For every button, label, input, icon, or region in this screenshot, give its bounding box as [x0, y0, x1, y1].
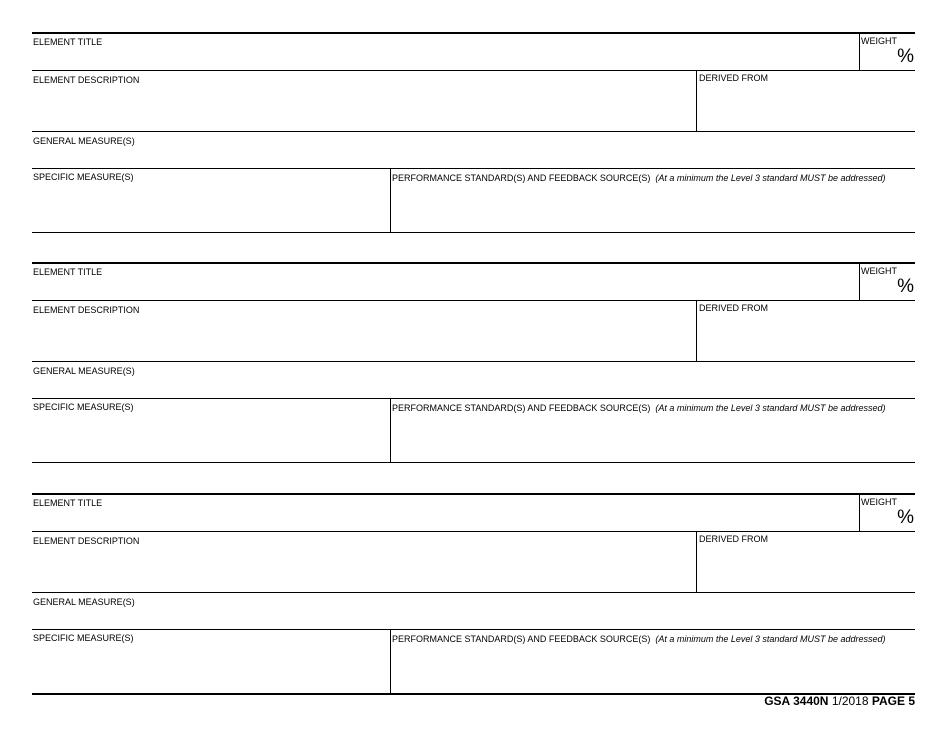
- element-title-field[interactable]: [32, 34, 858, 70]
- general-measures-label: GENERAL MEASURE(S): [33, 597, 135, 607]
- general-measures-label: GENERAL MEASURE(S): [33, 366, 135, 376]
- weight-label: WEIGHT: [861, 266, 897, 276]
- specific-measures-label: SPECIFIC MEASURE(S): [33, 633, 134, 643]
- specific-measures-field[interactable]: [32, 399, 389, 462]
- performance-standards-text: PERFORMANCE STANDARD(S) AND FEEDBACK SOURCE(S): [392, 173, 651, 183]
- element-description-field[interactable]: [32, 532, 695, 592]
- performance-element-block: [32, 32, 915, 232]
- performance-standards-label: [392, 634, 885, 644]
- performance-standards-field[interactable]: [391, 645, 915, 693]
- element-title-field[interactable]: [32, 264, 858, 300]
- performance-element-block: [32, 493, 915, 693]
- element-description-label: ELEMENT DESCRIPTION: [33, 75, 140, 85]
- percent-sign: %: [897, 276, 914, 297]
- form-date: 1/2018: [831, 694, 869, 708]
- general-measures-field[interactable]: [32, 362, 915, 398]
- form-number: GSA 3440N: [764, 694, 829, 708]
- general-measures-field[interactable]: [32, 132, 915, 168]
- performance-standards-field[interactable]: [391, 414, 915, 462]
- element-title-field[interactable]: [32, 495, 858, 531]
- specific-measures-field[interactable]: [32, 169, 389, 232]
- element-description-label: ELEMENT DESCRIPTION: [33, 536, 140, 546]
- performance-standards-field[interactable]: [391, 184, 915, 232]
- weight-label: WEIGHT: [861, 497, 897, 507]
- element-title-label: ELEMENT TITLE: [33, 37, 103, 47]
- specific-measures-label: SPECIFIC MEASURE(S): [33, 402, 134, 412]
- divider: [32, 462, 915, 463]
- derived-from-field[interactable]: [697, 301, 915, 361]
- percent-sign: %: [897, 507, 914, 528]
- general-measures-label: GENERAL MEASURE(S): [33, 136, 135, 146]
- derived-from-label: DERIVED FROM: [699, 73, 769, 83]
- derived-from-label: DERIVED FROM: [699, 534, 769, 544]
- performance-note: (At a minimum the Level 3 standard MUST be addressed): [655, 173, 886, 183]
- general-measures-field[interactable]: [32, 593, 915, 629]
- page-number: PAGE 5: [871, 694, 915, 708]
- form-footer: [764, 694, 915, 708]
- performance-element-block: [32, 262, 915, 462]
- weight-label: WEIGHT: [861, 36, 897, 46]
- performance-standards-label: [392, 173, 885, 183]
- performance-note: (At a minimum the Level 3 standard MUST be addressed): [655, 634, 886, 644]
- element-description-field[interactable]: [32, 71, 695, 131]
- percent-sign: %: [897, 46, 914, 67]
- divider: [32, 232, 915, 233]
- element-title-label: ELEMENT TITLE: [33, 498, 103, 508]
- specific-measures-label: SPECIFIC MEASURE(S): [33, 172, 134, 182]
- derived-from-field[interactable]: [697, 532, 915, 592]
- derived-from-label: DERIVED FROM: [699, 303, 769, 313]
- derived-from-field[interactable]: [697, 71, 915, 131]
- performance-standards-text: PERFORMANCE STANDARD(S) AND FEEDBACK SOURCE(S): [392, 403, 651, 413]
- specific-measures-field[interactable]: [32, 630, 389, 693]
- performance-note: (At a minimum the Level 3 standard MUST be addressed): [655, 403, 886, 413]
- performance-standards-text: PERFORMANCE STANDARD(S) AND FEEDBACK SOURCE(S): [392, 634, 651, 644]
- element-description-field[interactable]: [32, 301, 695, 361]
- element-description-label: ELEMENT DESCRIPTION: [33, 305, 140, 315]
- performance-standards-label: [392, 403, 885, 413]
- element-title-label: ELEMENT TITLE: [33, 267, 103, 277]
